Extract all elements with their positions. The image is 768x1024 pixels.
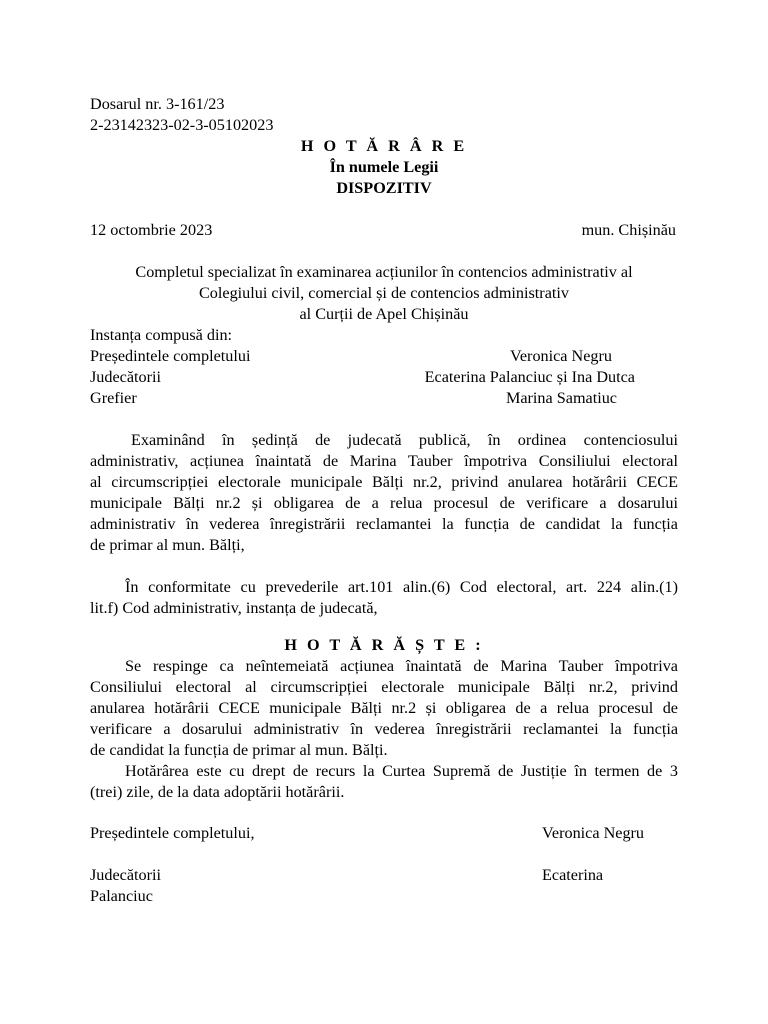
- case-number: Dosarul nr. 3-161/23: [90, 95, 225, 113]
- judges-signature-label: Judecătorii: [90, 866, 162, 884]
- decision-place: mun. Chișinău: [581, 221, 676, 239]
- decision-date: 12 octombrie 2023: [90, 221, 213, 239]
- court-line: Completul specializat în examinarea acțiunilor în contencios administrativ al: [135, 263, 633, 281]
- examining-line: municipale Bălți nr.2 și obligarea de a relua procesul de verificare a dosarului: [90, 494, 678, 512]
- examining-line: de primar al mun. Bălți,: [90, 536, 245, 554]
- document-subheading: În numele Legii: [329, 158, 439, 176]
- composition-role: Președintele completului: [90, 347, 251, 365]
- composition-intro: Instanța compusă din:: [90, 326, 233, 344]
- examining-line: Examinând în ședință de judecată publică, în ordinea contenciosului: [131, 431, 678, 449]
- document-heading: H O T Ă R Â R E: [300, 137, 468, 155]
- document-type: DISPOZITIV: [336, 179, 432, 197]
- composition-name: Ecaterina Palanciuc și Ina Dutca: [424, 368, 635, 386]
- decision-line: de candidat la funcția de primar al mun. Bălți.: [90, 741, 388, 759]
- examining-line: administrativ în vederea înregistrării reclamantei la funcția de candidat la funcția: [90, 515, 678, 533]
- appeal-line: (trei) zile, de la data adoptării hotărârii.: [90, 783, 345, 801]
- appeal-line: Hotărârea este cu drept de recurs la Curtea Supremă de Justiție în termen de 3: [125, 762, 678, 780]
- decision-line: Se respinge ca neîntemeiată acțiunea înaintată de Marina Tauber împotriva: [125, 657, 678, 675]
- decision-line: verificare a dosarului administrativ în vederea înregistrării reclamantei la funcția: [90, 720, 678, 738]
- decision-line: Consiliului electoral al circumscripției electorale municipale Bălți nr.2, privind: [90, 678, 678, 696]
- case-code: 2-23142323-02-3-05102023: [90, 116, 274, 134]
- president-signature-label: Președintele completului,: [90, 824, 255, 842]
- president-signature-name: Veronica Negru: [542, 824, 645, 842]
- decides-heading: H O T Ă R Ă Ș T E :: [284, 636, 484, 654]
- composition-name: Veronica Negru: [509, 347, 612, 365]
- composition-name: Marina Samatiuc: [505, 389, 617, 407]
- examining-line: administrativ, acțiunea înaintată de Marina Tauber împotriva Consiliului electoral: [90, 452, 678, 470]
- judges-signature-name: Palanciuc: [90, 887, 153, 905]
- composition-role: Grefier: [90, 389, 137, 407]
- conformity-line: lit.f) Cod administrativ, instanța de judecată,: [90, 599, 378, 617]
- conformity-line: În conformitate cu prevederile art.101 alin.(6) Cod electoral, art. 224 alin.(1): [125, 578, 678, 596]
- court-line: al Curții de Apel Chișinău: [299, 305, 469, 323]
- judges-signature-name: Ecaterina: [542, 866, 604, 884]
- court-line: Colegiului civil, comercial și de contencios administrativ: [199, 284, 569, 302]
- composition-role: Judecătorii: [90, 368, 162, 386]
- decision-line: anularea hotărârii CECE municipale Bălți nr.2 și obligarea de a relua procesul de: [90, 699, 678, 717]
- examining-line: al circumscripției electorale municipale Bălți nr.2, privind anularea hotărârii CECE: [90, 473, 678, 491]
